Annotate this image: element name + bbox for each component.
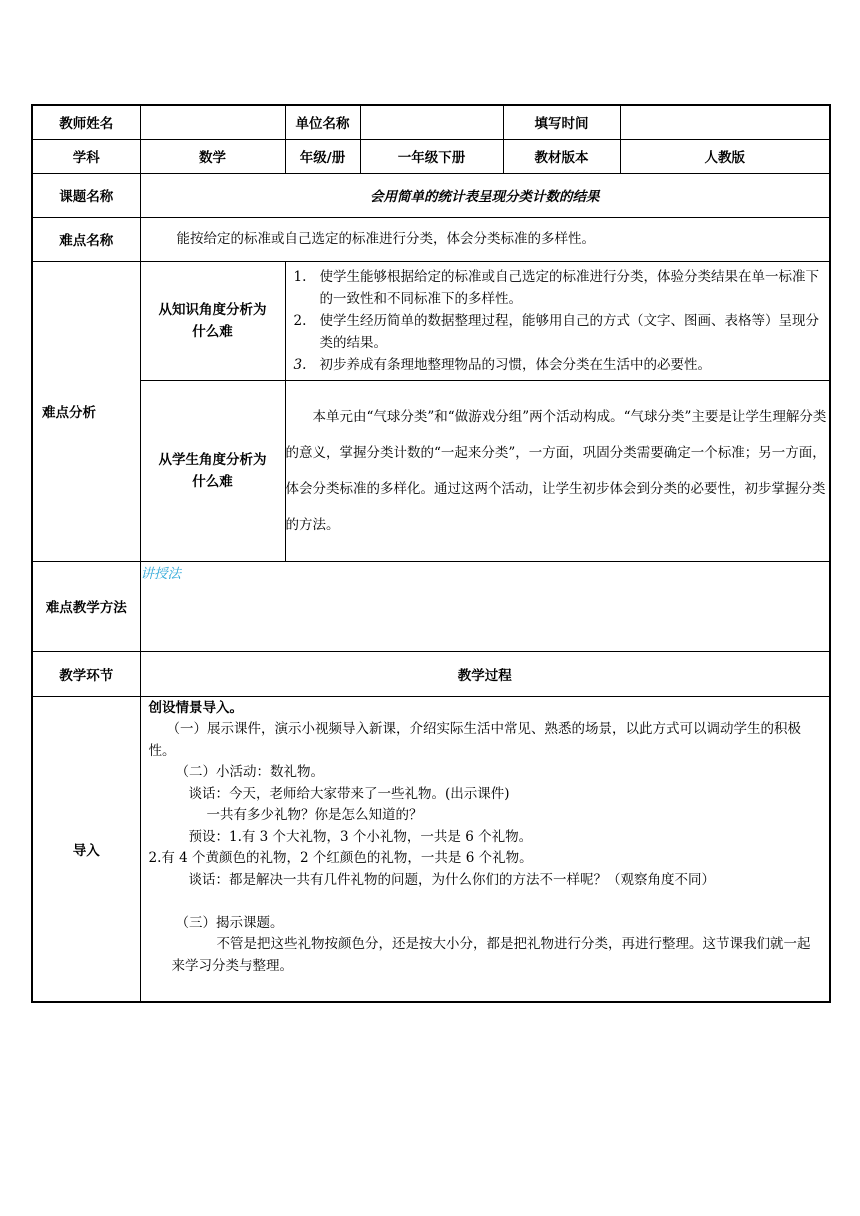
intro-paragraph: 一共有多少礼物？你是怎么知道的？ xyxy=(206,807,423,823)
lesson-plan-table xyxy=(31,104,831,1003)
analysis-row-knowledge xyxy=(32,261,830,380)
student-angle-label: 从学生角度分析为什么难 xyxy=(140,380,285,561)
list-item-number: 1. xyxy=(293,268,307,285)
list-item xyxy=(294,310,822,354)
subject-value: 数学 xyxy=(140,139,285,173)
process-header: 教学过程 xyxy=(140,651,830,696)
intro-paragraph: 2.有 4 个黄颜色的礼物，2 个红颜色的礼物，一共是 6 个礼物。 xyxy=(148,850,533,866)
knowledge-angle-content xyxy=(285,261,830,380)
intro-paragraph: 谈话：都是解决一共有几件礼物的问题，为什么你们的方法不一样呢？（观察角度不同） xyxy=(188,871,715,888)
student-angle-content: 本单元由“气球分类”和“做游戏分组”两个活动构成。“气球分类”主要是让学生理解分类的意义，掌握分类计数的“一起来分类”，一方面，巩固分类需要确定一个标准；另一方面，体会分类标准的多样化。通过这两个活动，让学生初步体会到分类的必要性，初步掌握分类的方法。 xyxy=(285,380,830,561)
list-item xyxy=(294,266,822,310)
grade-label: 年级/册 xyxy=(285,139,360,173)
method-label: 难点教学方法 xyxy=(32,561,140,651)
list-item-number: 3. xyxy=(293,356,307,373)
intro-paragraph: （二）小活动：数礼物。 xyxy=(175,764,324,780)
intro-title: 创设情景导入。 xyxy=(148,699,243,716)
process-header-row xyxy=(32,651,830,696)
topic-row xyxy=(32,173,830,217)
intro-content xyxy=(140,696,830,1002)
topic-value: 会用简单的统计表呈现分类计数的结果 xyxy=(140,173,830,217)
grade-value: 一年级下册 xyxy=(360,139,503,173)
analysis-label: 难点分析 xyxy=(32,261,140,561)
difficulty-value: 能按给定的标准或自己选定的标准进行分类，体会分类标准的多样性。 xyxy=(140,217,830,261)
unit-name-value xyxy=(360,105,503,139)
edition-label: 教材版本 xyxy=(503,139,620,173)
difficulty-row xyxy=(32,217,830,261)
teacher-name-label: 教师姓名 xyxy=(32,105,140,139)
list-item xyxy=(294,354,822,376)
fill-time-label: 填写时间 xyxy=(503,105,620,139)
difficulty-label: 难点名称 xyxy=(32,217,140,261)
unit-name-label: 单位名称 xyxy=(285,105,360,139)
intro-row xyxy=(32,696,830,1002)
intro-paragraph: （三）揭示课题。 xyxy=(175,914,284,931)
intro-paragraph: 不管是把这些礼物按颜色分，还是按大小分，都是把礼物进行分类，再进行整理。这节课我们就一起来学习分类与整理。 xyxy=(171,936,811,974)
intro-paragraph: （一）展示课件，演示小视频导入新课，介绍实际生活中常见、熟悉的场景，以此方式可以调动学生的积极性。 xyxy=(148,721,801,759)
list-item-text: 初步养成有条理地整理物品的习惯，体会分类在生活中的必要性。 xyxy=(319,356,711,373)
list-item-text: 使学生经历简单的数据整理过程，能够用自己的方式（文字、图画、表格等）呈现分类的结果。 xyxy=(319,312,819,351)
edition-value: 人教版 xyxy=(620,139,830,173)
intro-paragraph: 谈话：今天，老师给大家带来了一些礼物。(出示课件) xyxy=(188,785,510,802)
analysis-row-student xyxy=(32,380,830,561)
knowledge-list xyxy=(286,262,830,380)
method-row xyxy=(32,561,830,651)
teacher-name-value xyxy=(140,105,285,139)
intro-label: 导入 xyxy=(32,696,140,1002)
stage-header: 教学环节 xyxy=(32,651,140,696)
list-item-text: 使学生能够根据给定的标准或自己选定的标准进行分类，体验分类结果在单一标准下的一致性和不同标准下的多样性。 xyxy=(319,268,819,307)
blank-line xyxy=(149,891,822,913)
info-row-2 xyxy=(32,139,830,173)
intro-paragraph: 预设：1.有 3 个大礼物，3 个小礼物，一共是 6 个礼物。 xyxy=(188,828,533,845)
knowledge-angle-label: 从知识角度分析为什么难 xyxy=(140,261,285,380)
info-row-1 xyxy=(32,105,830,139)
fill-time-value xyxy=(620,105,830,139)
list-item-number: 2. xyxy=(293,312,307,329)
method-value: 讲授法 xyxy=(140,561,830,651)
subject-label: 学科 xyxy=(32,139,140,173)
topic-label: 课题名称 xyxy=(32,173,140,217)
